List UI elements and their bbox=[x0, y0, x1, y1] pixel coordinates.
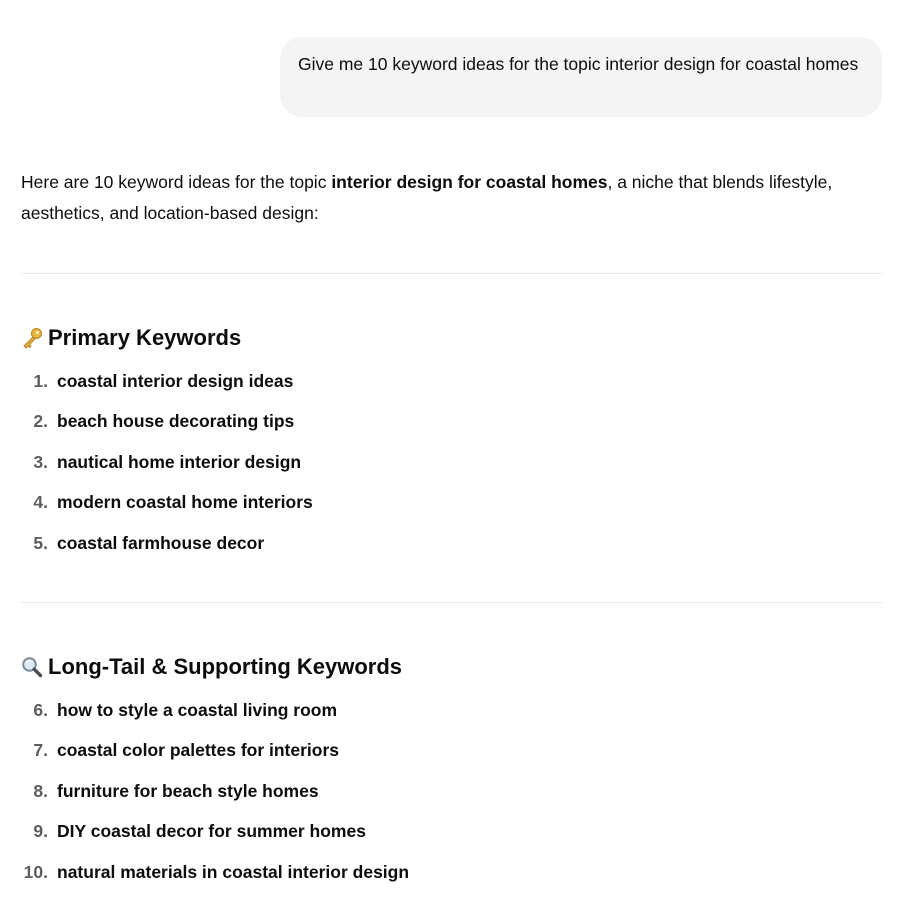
list-item-text: coastal interior design ideas bbox=[57, 370, 294, 391]
list-item-number: 2. bbox=[33, 411, 48, 432]
list-item bbox=[21, 852, 883, 893]
list-item-text: coastal color palettes for interiors bbox=[57, 740, 340, 761]
list-item bbox=[21, 483, 883, 524]
list-item-number: 5. bbox=[33, 532, 48, 553]
list-item bbox=[21, 361, 883, 402]
assistant-intro bbox=[21, 167, 883, 229]
section-divider bbox=[21, 602, 882, 603]
section-long-tail-keywords bbox=[21, 651, 883, 893]
list-item-text: coastal farmhouse decor bbox=[57, 532, 265, 553]
list-item bbox=[21, 402, 883, 443]
list-item-number: 1. bbox=[33, 370, 48, 391]
list-item bbox=[21, 523, 883, 564]
list-item-number: 3. bbox=[33, 451, 48, 472]
list-item-number: 7. bbox=[33, 740, 48, 761]
key-icon bbox=[21, 327, 43, 349]
list-item-number: 4. bbox=[33, 492, 48, 513]
user-message-bubble bbox=[280, 37, 882, 117]
list-item-number: 8. bbox=[33, 780, 48, 801]
section-heading-text: Primary Keywords bbox=[48, 325, 242, 350]
list-item-text: furniture for beach style homes bbox=[57, 780, 319, 801]
section-divider bbox=[21, 273, 882, 274]
list-item bbox=[21, 731, 883, 772]
magnifier-icon bbox=[21, 656, 43, 678]
list-item-text: DIY coastal decor for summer homes bbox=[57, 821, 366, 842]
section-heading bbox=[21, 651, 883, 683]
section-primary-keywords bbox=[21, 322, 883, 564]
user-message-text: Give me 10 keyword ideas for the topic interior design for coastal homes bbox=[298, 54, 859, 74]
list-item-text: how to style a coastal living room bbox=[57, 699, 338, 720]
keyword-list bbox=[21, 361, 883, 564]
intro-text: Here are 10 keyword ideas for the topic bbox=[21, 172, 332, 192]
list-item-number: 6. bbox=[33, 699, 48, 720]
list-item-number: 10. bbox=[23, 861, 48, 882]
list-item bbox=[21, 771, 883, 812]
list-item-text: natural materials in coastal interior design bbox=[57, 861, 410, 882]
list-item-text: modern coastal home interiors bbox=[57, 492, 313, 513]
section-heading-text: Long-Tail & Supporting Keywords bbox=[48, 654, 403, 679]
list-item-number: 9. bbox=[33, 821, 48, 842]
section-heading bbox=[21, 322, 883, 354]
list-item bbox=[21, 812, 883, 853]
keyword-list bbox=[21, 690, 883, 893]
intro-topic-bold: interior design for coastal homes bbox=[331, 172, 608, 192]
list-item bbox=[21, 442, 883, 483]
assistant-message bbox=[21, 167, 883, 882]
list-item-text: beach house decorating tips bbox=[57, 411, 295, 432]
intro-text-end: , a niche that blends lifestyle, aesthetics, and location-based design: bbox=[21, 172, 833, 223]
list-item bbox=[21, 690, 883, 731]
list-item-text: nautical home interior design bbox=[57, 451, 302, 472]
